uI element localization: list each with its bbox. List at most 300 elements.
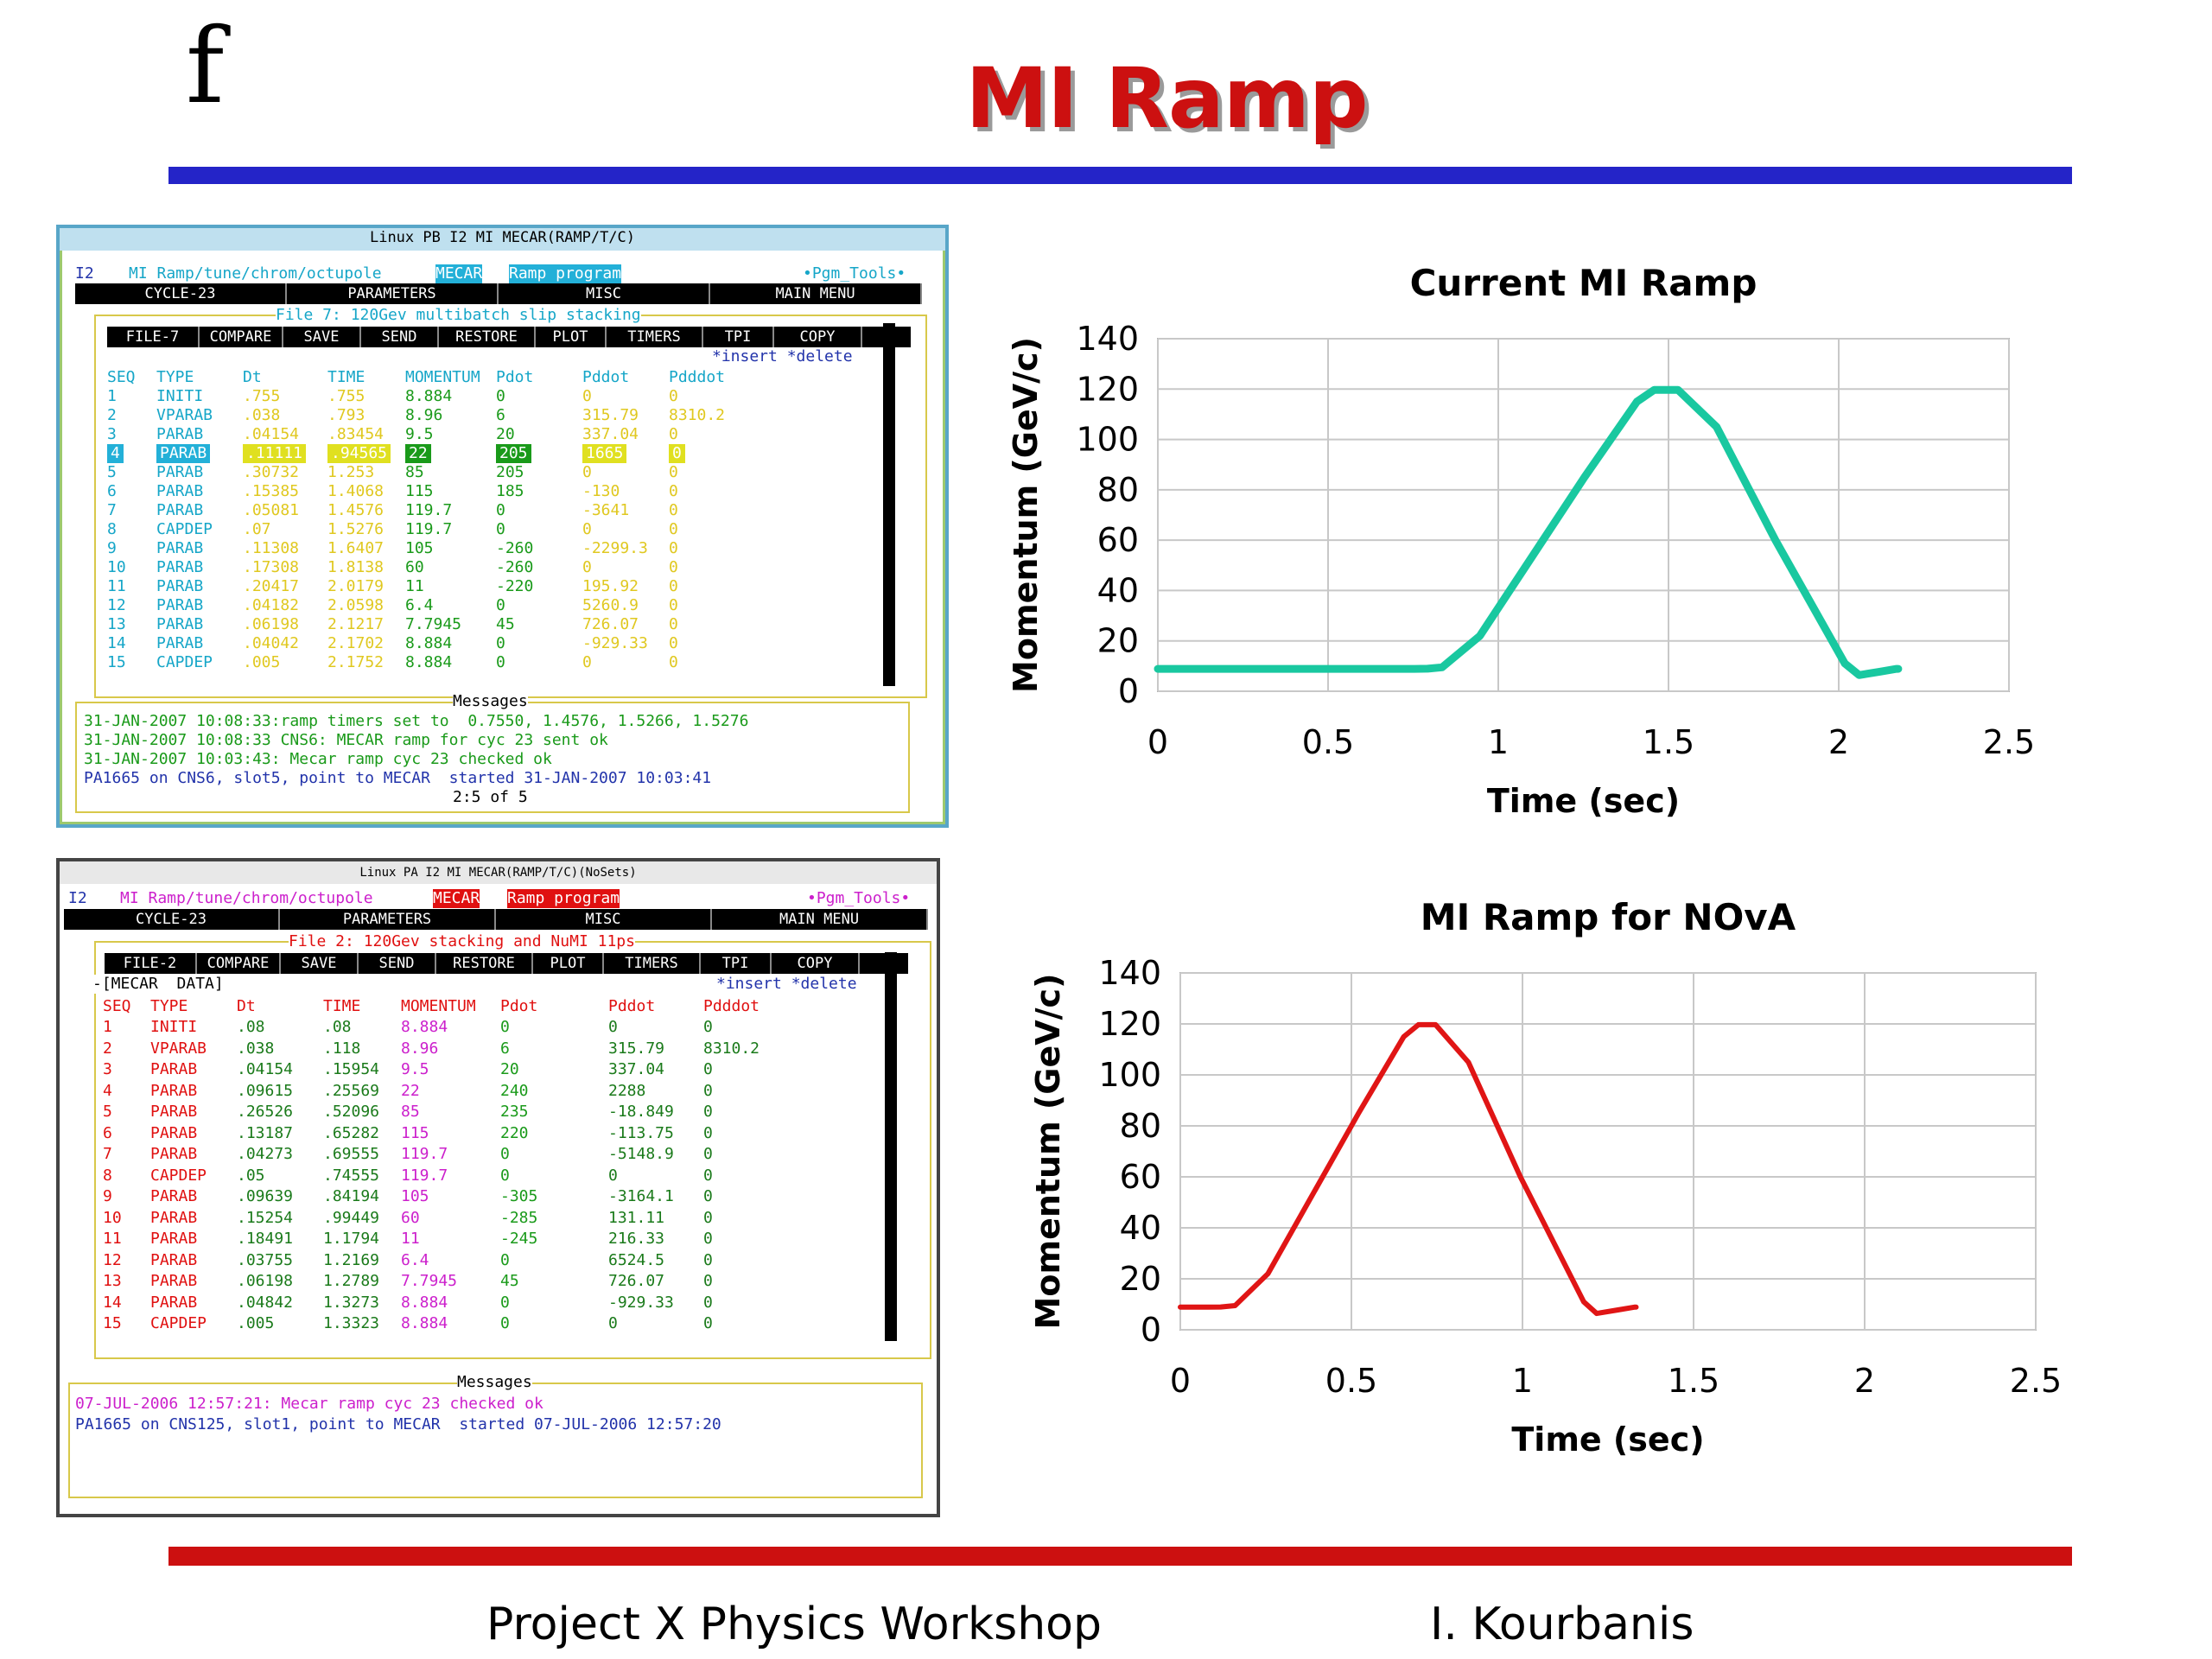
table-cell-pdot: 20 [496,425,515,443]
table-cell-dt: .038 [243,406,281,424]
table-cell-time: 1.6407 [327,539,385,557]
table-cell-time: 2.0179 [327,577,385,595]
x-tick-label: 2 [1853,1362,1876,1400]
menu-tag-ramp-program[interactable]: Ramp program [509,264,622,283]
table-cell-type: PARAB [156,577,204,595]
table-cell-momentum: 85 [405,463,424,481]
table-cell-seq[interactable]: 1 [107,387,117,405]
pgm-tools-link[interactable]: •Pgm_Tools• [807,889,911,907]
table-cell-pdot: -220 [496,577,534,595]
table-cell-momentum: 7.7945 [405,615,462,633]
table-cell-momentum: 115 [405,482,434,500]
table-cell-pdot: 0 [500,1293,510,1312]
table-cell-dt: .038 [237,1039,275,1058]
timers-button[interactable]: TIMERS [604,953,701,974]
table-cell-dt: .15254 [237,1208,294,1227]
table-cell-time: .84194 [323,1187,380,1205]
table-cell-dt: .04154 [237,1060,294,1078]
menu-path[interactable]: MI Ramp/tune/chrom/octupole [129,264,382,283]
table-cell-type: PARAB [150,1230,198,1248]
nav-bar [75,283,922,304]
x-tick-label: 2.5 [2009,1362,2063,1400]
file-button[interactable]: FILE-7 [107,327,200,347]
table-cell-seq[interactable]: 7 [107,501,117,519]
table-cell-pdot: -260 [496,539,534,557]
table-cell-pdot: 205 [496,444,531,463]
window-title: Linux PA I2 MI MECAR(RAMP/T/C)(NoSets) [60,861,937,884]
table-cell-type: CAPDEP [150,1314,207,1332]
table-cell-pddot: -5148.9 [608,1145,674,1163]
table-cell-pddot: 2288 [608,1081,646,1100]
table-cell-pdddot: 0 [669,444,685,463]
y-tick-label: 120 [1098,1005,1161,1043]
table-cell-pdddot: 0 [703,1145,713,1163]
x-tick-label: 1 [1511,1362,1534,1400]
table-cell-dt: .18491 [237,1230,294,1248]
save-button[interactable]: SAVE [281,953,359,974]
table-cell-seq[interactable]: 12 [103,1250,122,1269]
table-cell-type: PARAB [156,501,204,519]
table-cell-momentum: 60 [401,1208,420,1227]
table-cell-time: 1.4068 [327,482,385,500]
table-cell-pdddot: 0 [703,1081,713,1100]
table-cell-pdddot: 0 [703,1103,713,1121]
table-cell-dt: .04042 [243,634,300,652]
table-cell-momentum: 11 [405,577,424,595]
table-cell-time: .793 [327,406,365,424]
table-cell-time: .69555 [323,1145,380,1163]
table-cell-seq[interactable]: 13 [107,615,126,633]
table-cell-seq[interactable]: 10 [107,558,126,576]
table-cell-time: .94565 [327,444,391,463]
table-cell-pdddot: 0 [703,1018,713,1036]
table-cell-dt: .26526 [237,1103,294,1121]
message-line: PA1665 on CNS125, slot1, point to MECAR started 07-JUL-2006 12:57:20 [75,1415,721,1433]
table-cell-momentum: 115 [401,1123,429,1142]
y-tick-label: 100 [1098,1056,1161,1094]
nav-parameters[interactable]: PARAMETERS [287,283,499,304]
table-cell-time: 1.1794 [323,1230,380,1248]
y-tick-label: 60 [1119,1158,1161,1196]
y-tick-label: 0 [1117,672,1139,710]
table-cell-pddot: -3164.1 [608,1187,674,1205]
table-cell-seq[interactable]: 2 [107,406,117,424]
menu-tag-mecar[interactable]: MECAR [433,889,480,907]
insert-delete-link[interactable]: *insert *delete [712,347,853,365]
table-cell-time: .83454 [327,425,385,443]
x-tick-label: 2 [1827,723,1850,761]
table-cell-seq[interactable]: 8 [107,520,117,538]
table-cell-pdot: 0 [496,653,505,671]
y-tick-label: 140 [1098,954,1161,992]
table-cell-pddot: 0 [582,653,592,671]
table-cell-seq[interactable]: 8 [103,1166,112,1185]
y-tick-label: 40 [1119,1209,1161,1247]
table-cell-time: 2.1752 [327,653,385,671]
file-label: File 7: 120Gev multibatch slip stacking [276,306,641,324]
terminal-window-current [56,225,949,828]
x-tick-label: 0 [1147,723,1169,761]
timers-button[interactable]: TIMERS [607,327,703,347]
table-cell-seq[interactable]: 11 [107,577,126,595]
table-cell-pdot: 45 [500,1272,519,1290]
table-cell-pdddot: 0 [669,596,678,614]
compare-button[interactable]: COMPARE [197,953,281,974]
menu-tag-ramp-program[interactable]: Ramp program [507,889,620,907]
table-cell-pddot: 0 [582,387,592,405]
table-cell-pddot: 1665 [582,444,626,463]
table-cell-pddot: 337.04 [582,425,639,443]
table-cell-seq[interactable]: 5 [103,1103,112,1121]
copy-button[interactable]: COPY [772,953,860,974]
table-cell-time: .118 [323,1039,361,1058]
table-cell-pdddot: 0 [703,1272,713,1290]
table-cell-pdddot: 0 [703,1230,713,1248]
table-cell-pdddot: 0 [669,615,678,633]
table-cell-dt: .09639 [237,1187,294,1205]
table-cell-momentum: 119.7 [401,1145,448,1163]
nav-cycle[interactable]: CYCLE-23 [64,909,280,930]
table-cell-pdddot: 0 [669,501,678,519]
table-cell-time: 1.2169 [323,1250,380,1269]
table-cell-pdot: 0 [496,520,505,538]
table-cell-pdot: 0 [500,1250,510,1269]
plot-button[interactable]: PLOT [533,953,604,974]
table-cell-momentum: 11 [401,1230,420,1248]
save-button[interactable]: SAVE [283,327,361,347]
table-cell-momentum: 60 [405,558,424,576]
table-cell-dt: .20417 [243,577,300,595]
footer-author: I. Kourbanis [1430,1599,1694,1650]
table-cell-seq[interactable]: 15 [103,1314,122,1332]
table-cell-seq[interactable]: 11 [103,1230,122,1248]
y-tick-label: 120 [1076,370,1139,409]
table-cell-type: PARAB [150,1145,198,1163]
nav-parameters[interactable]: PARAMETERS [280,909,496,930]
table-cell-time: 2.0598 [327,596,385,614]
table-cell-pddot: -18.849 [608,1103,674,1121]
table-cell-pdddot: 0 [703,1166,713,1185]
column-header-time: TIME [327,368,365,386]
table-cell-type: PARAB [156,425,204,443]
footer-workshop: Project X Physics Workshop [486,1599,1102,1650]
table-cell-pddot: 195.92 [582,577,639,595]
table-cell-pdot: 0 [500,1166,510,1185]
section-label: -[MECAR DATA] [92,975,224,993]
table-cell-seq[interactable]: 12 [107,596,126,614]
table-cell-pdot: 0 [496,501,505,519]
scrollbar[interactable] [883,323,895,686]
table-cell-pdot: 0 [500,1018,510,1036]
table-cell-pdot: 0 [496,596,505,614]
x-tick-label: 1 [1487,723,1510,761]
table-cell-momentum: 85 [401,1103,420,1121]
table-cell-pddot: 6524.5 [608,1250,665,1269]
table-cell-seq[interactable]: 9 [103,1187,112,1205]
pgm-tools-link[interactable]: •Pgm_Tools• [803,264,906,283]
restore-button[interactable]: RESTORE [439,327,536,347]
table-cell-pddot: 0 [608,1314,618,1332]
table-cell-type: PARAB [156,444,210,463]
menu-prefix: I2 [68,889,87,907]
table-cell-seq[interactable]: 6 [107,482,117,500]
table-cell-type: PARAB [150,1060,198,1078]
table-cell-type: PARAB [150,1250,198,1269]
x-tick-label: 0.5 [1325,1362,1378,1400]
table-cell-dt: .05 [237,1166,265,1185]
table-cell-pdot: -305 [500,1187,538,1205]
table-cell-type: PARAB [150,1208,198,1227]
column-header-pdddot: Pdddot [669,368,726,386]
restore-button[interactable]: RESTORE [436,953,533,974]
table-cell-momentum: 7.7945 [401,1272,458,1290]
table-cell-dt: .04273 [237,1145,294,1163]
table-cell-seq[interactable]: 3 [103,1060,112,1078]
table-cell-dt: .08 [237,1018,265,1036]
table-cell-pddot: 0 [608,1166,618,1185]
menu-prefix: I2 [75,264,94,283]
table-cell-momentum: 8.884 [401,1314,448,1332]
table-cell-dt: .06198 [243,615,300,633]
table-cell-type: CAPDEP [150,1166,207,1185]
send-button[interactable]: SEND [361,327,439,347]
table-cell-type: PARAB [150,1081,198,1100]
table-cell-seq[interactable]: 10 [103,1208,122,1227]
y-tick-label: 20 [1096,621,1139,660]
table-cell-type: CAPDEP [156,653,213,671]
table-cell-pddot: 315.79 [608,1039,665,1058]
table-cell-momentum: 8.884 [401,1293,448,1312]
table-cell-momentum: 22 [405,444,431,463]
messages-label: Messages [453,692,528,710]
table-cell-dt: .05081 [243,501,300,519]
chart-title: MI Ramp for NOvA [1420,896,1796,938]
x-tick-label: 0 [1169,1362,1192,1400]
table-cell-dt: .17308 [243,558,300,576]
table-cell-momentum: 9.5 [405,425,434,443]
table-cell-dt: .07 [243,520,271,538]
table-cell-seq[interactable]: 4 [103,1081,112,1100]
column-header-seq: SEQ [103,997,131,1015]
nav-bar [64,909,928,930]
table-cell-time: 1.3273 [323,1293,380,1312]
table-cell-momentum: 8.884 [405,653,453,671]
table-cell-seq[interactable]: 7 [103,1145,112,1163]
table-cell-momentum: 9.5 [401,1060,429,1078]
table-cell-seq[interactable]: 5 [107,463,117,481]
messages-label: Messages [457,1373,532,1391]
x-axis-label: Time (sec) [1486,782,1681,820]
plot-area [1158,339,2009,691]
table-cell-time: 2.1217 [327,615,385,633]
table-cell-time: 2.1702 [327,634,385,652]
table-cell-momentum: 22 [401,1081,420,1100]
y-tick-label: 40 [1096,571,1139,610]
y-tick-label: 20 [1119,1260,1161,1298]
table-cell-type: PARAB [156,596,204,614]
column-header-pdddot: Pdddot [703,997,760,1015]
table-cell-pdot: 45 [496,615,515,633]
table-cell-pdddot: 0 [669,520,678,538]
column-header-pddot: Pddot [608,997,656,1015]
table-cell-momentum: 6.4 [405,596,434,614]
nav-main-menu[interactable]: MAIN MENU [710,283,922,304]
table-cell-type: PARAB [156,482,204,500]
table-cell-pddot: 131.11 [608,1208,665,1227]
x-axis-label: Time (sec) [1511,1421,1705,1459]
table-cell-seq[interactable]: 13 [103,1272,122,1290]
table-cell-pdddot: 0 [669,577,678,595]
column-header-pdot: Pdot [496,368,534,386]
terminal-window-nova [56,858,940,1517]
message-line: 31-JAN-2007 10:03:43: Mecar ramp cyc 23 checked ok [84,750,552,768]
insert-delete-link[interactable]: *insert *delete [716,975,857,993]
table-cell-type: PARAB [150,1103,198,1121]
table-cell-dt: .04154 [243,425,300,443]
table-cell-pddot: 216.33 [608,1230,665,1248]
tpi-button[interactable]: TPI [703,327,774,347]
x-tick-label: 2.5 [1982,723,2036,761]
table-cell-time: .08 [323,1018,352,1036]
table-cell-pdot: 0 [496,387,505,405]
table-cell-pdddot: 0 [703,1123,713,1142]
table-cell-time: .755 [327,387,365,405]
table-cell-dt: .30732 [243,463,300,481]
table-cell-dt: .005 [237,1314,275,1332]
table-cell-pdddot: 0 [669,539,678,557]
table-cell-seq[interactable]: 6 [103,1123,112,1142]
table-cell-time: .99449 [323,1208,380,1227]
chart-mi-ramp-nova [1011,877,2074,1499]
page-indicator: 2:5 of 5 [453,788,528,806]
slide-title: MI Ramp [965,50,1368,147]
table-cell-seq[interactable]: 4 [107,444,124,463]
table-cell-pddot: -113.75 [608,1123,674,1142]
table-cell-pddot: 315.79 [582,406,639,424]
table-cell-pdot: 220 [500,1123,529,1142]
table-cell-pdot: 0 [500,1145,510,1163]
table-cell-time: 1.4576 [327,501,385,519]
table-cell-type: PARAB [150,1272,198,1290]
table-cell-seq[interactable]: 14 [103,1293,122,1312]
table-cell-dt: .755 [243,387,281,405]
chart-current-mi-ramp [1002,242,2039,847]
table-cell-momentum: 119.7 [405,520,453,538]
table-cell-type: CAPDEP [156,520,213,538]
table-cell-type: PARAB [156,634,204,652]
table-cell-dt: .03755 [237,1250,294,1269]
table-cell-seq[interactable]: 3 [107,425,117,443]
tpi-button[interactable]: TPI [701,953,772,974]
table-cell-pdddot: 0 [703,1293,713,1312]
nav-cycle[interactable]: CYCLE-23 [75,283,287,304]
table-cell-pdot: 6 [500,1039,510,1058]
column-header-dt: Dt [237,997,256,1015]
table-cell-dt: .06198 [237,1272,294,1290]
table-cell-momentum: 8.96 [401,1039,439,1058]
table-cell-momentum: 8.884 [405,634,453,652]
table-cell-pdot: -245 [500,1230,538,1248]
column-header-time: TIME [323,997,361,1015]
table-cell-time: 1.253 [327,463,375,481]
table-cell-type: PARAB [156,615,204,633]
table-cell-pdot: 240 [500,1081,529,1100]
table-cell-pdot: 20 [500,1060,519,1078]
table-cell-dt: .04842 [237,1293,294,1312]
table-cell-type: INITI [156,387,204,405]
nav-main-menu[interactable]: MAIN MENU [712,909,928,930]
table-cell-pddot: 337.04 [608,1060,665,1078]
nav-misc[interactable]: MISC [496,909,712,930]
menu-path[interactable]: MI Ramp/tune/chrom/octupole [120,889,373,907]
top-rule [168,167,2072,184]
table-cell-type: PARAB [156,558,204,576]
table-cell-pdddot: 0 [669,425,678,443]
copy-button[interactable]: COPY [774,327,862,347]
scrollbar[interactable] [885,952,897,1341]
table-cell-type: VPARAB [150,1039,207,1058]
file-button[interactable]: FILE-2 [105,953,197,974]
table-cell-seq[interactable]: 15 [107,653,126,671]
table-cell-dt: .005 [243,653,281,671]
table-cell-pdddot: 8310.2 [703,1039,760,1058]
table-cell-momentum: 119.7 [401,1166,448,1185]
table-cell-pddot: 726.07 [582,615,639,633]
file-label: File 2: 120Gev stacking and NuMI 11ps [289,932,635,950]
table-cell-seq[interactable]: 2 [103,1039,112,1058]
table-cell-time: 1.2789 [323,1272,380,1290]
table-cell-type: PARAB [150,1187,198,1205]
plot-button[interactable]: PLOT [536,327,607,347]
table-cell-momentum: 105 [401,1187,429,1205]
bottom-rule [168,1547,2072,1566]
table-cell-pdot: 0 [496,634,505,652]
table-cell-time: .74555 [323,1166,380,1185]
compare-button[interactable]: COMPARE [200,327,283,347]
table-cell-pddot: -2299.3 [582,539,648,557]
send-button[interactable]: SEND [359,953,436,974]
table-cell-pdddot: 0 [703,1314,713,1332]
table-cell-seq[interactable]: 14 [107,634,126,652]
column-header-pdot: Pdot [500,997,538,1015]
table-cell-time: 1.3323 [323,1314,380,1332]
table-cell-seq[interactable]: 9 [107,539,117,557]
plot-area [1180,973,2036,1330]
y-tick-label: 140 [1076,320,1139,358]
table-cell-time: .15954 [323,1060,380,1078]
menu-tag-mecar[interactable]: MECAR [435,264,483,283]
message-line: 07-JUL-2006 12:57:21: Mecar ramp cyc 23 checked ok [75,1395,543,1413]
column-header-type: TYPE [156,368,194,386]
table-cell-pddot: -3641 [582,501,630,519]
corner-glyph: f [186,7,225,127]
y-tick-label: 60 [1096,521,1139,560]
table-cell-dt: .09615 [237,1081,294,1100]
y-tick-label: 0 [1140,1311,1161,1349]
table-cell-pdot: 205 [496,463,524,481]
table-cell-type: PARAB [156,463,204,481]
nav-misc[interactable]: MISC [499,283,710,304]
table-cell-pdddot: 0 [669,387,678,405]
table-cell-seq[interactable]: 1 [103,1018,112,1036]
message-line: PA1665 on CNS6, slot5, point to MECAR started 31-JAN-2007 10:03:41 [84,769,712,787]
table-cell-pdddot: 0 [669,463,678,481]
table-cell-pdddot: 0 [669,653,678,671]
column-header-momentum: MOMENTUM [401,997,476,1015]
column-header-seq: SEQ [107,368,136,386]
column-header-pddot: Pddot [582,368,630,386]
window-title: Linux PB I2 MI MECAR(RAMP/T/C) [60,228,945,251]
